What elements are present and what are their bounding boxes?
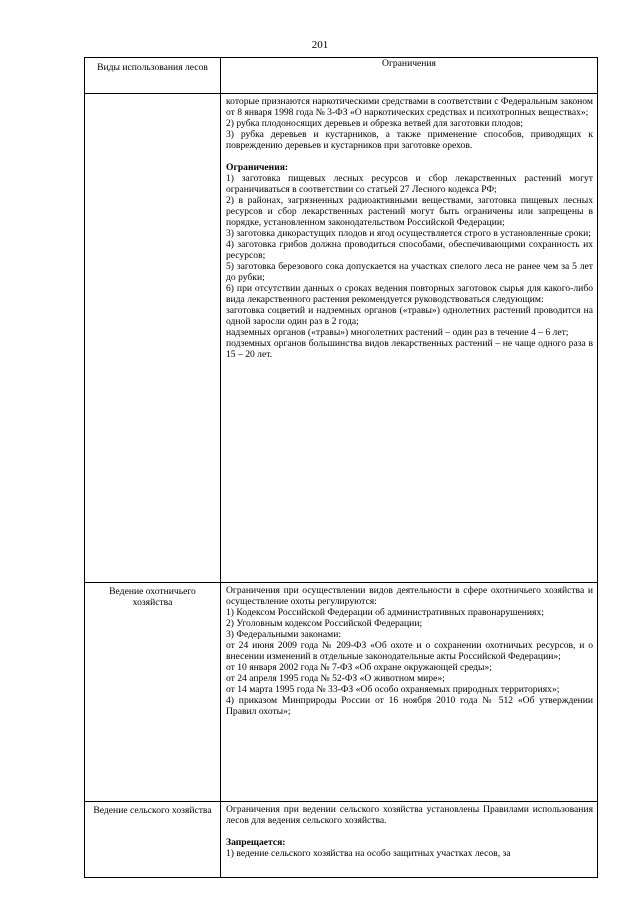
usage-type-cell: Ведение сельского хозяйства [85,802,221,878]
text-line: 3) Федеральными законами: [226,629,342,640]
text-line: которые признаются наркотическими средствами в соответствии с Федеральным законом от 8 января 1998 года № 3-ФЗ «О наркотических средствах и психотропных веществах»; [226,96,593,118]
table-row [85,583,598,802]
spacer [226,826,593,837]
text-line: 3) заготовка дикорастущих плодов и ягод осуществляется строго в установленные сроки; [226,228,591,239]
section-heading: Запрещается: [226,837,286,848]
text-line: 3) рубка деревьев и кустарников, а также применение способов, приводящих к повреждению деревьев и кустарников при заготовке орехов. [226,129,593,151]
text-line: Ограничения при осуществлении видов деятельности в сфере охотничьего хозяйства и осуществление охоты регулируются: [226,585,593,607]
restrictions-cell [221,802,598,878]
text-line: 4) заготовка грибов должна проводиться способами, обеспечивающими сохранность их ресурсов; [226,239,593,261]
text-line: 5) заготовка березового сока допускается на участках спелого леса не ранее чем за 5 лет до рубки; [226,261,593,283]
text-line: 4) приказом Минприроды России от 16 ноября 2010 года № 512 «Об утверждении Правил охоты»; [226,695,593,717]
header-restrictions: Ограничения [221,58,598,94]
text-line: 2) в районах, загрязненных радиоактивными веществами, заготовка пищевых лесных ресурсов и сбор лекарственных растений могут быть ограничены или запрещены в порядке, установленном законодательством Российской Федерации; [226,195,593,228]
text-line: 2) Уголовным кодексом Российской Федерации; [226,618,423,629]
restrictions-table [84,57,598,878]
text-line: 6) при отсутствии данных о сроках ведения повторных заготовок сырья для какого-либо вида лекарственного растения рекомендуется руководствоваться следующим: [226,283,593,305]
restrictions-cell [221,94,598,583]
usage-type-cell: Ведение охотничьего хозяйства [85,583,221,802]
text-line: 2) рубка плодоносящих деревьев и обрезка ветвей для заготовки плодов; [226,118,524,129]
usage-type-cell [85,94,221,583]
table-header-row [85,58,598,94]
text-line: от 14 марта 1995 года № 33-ФЗ «Об особо охраняемых природных территориях»; [226,684,560,695]
spacer [226,151,593,162]
text-line: от 10 января 2002 года № 7-ФЗ «Об охране окружающей среды»; [226,662,492,673]
restrictions-cell [221,583,598,802]
text-line: 1) ведение сельского хозяйства на особо защитных участках лесов, за [226,848,511,859]
table-row [85,802,598,878]
text-line: от 24 апреля 1995 года № 52-ФЗ «О животном мире»; [226,673,445,684]
text-line: подземных органов большинства видов лекарственных растений – не чаще одного раза в 15 – 20 лет. [226,338,593,360]
page-number: 201 [311,39,329,51]
text-line: 1) заготовка пищевых лесных ресурсов и сбор лекарственных растений могут ограничиваться в соответствии со статьей 27 Лесного кодекса РФ; [226,173,593,195]
text-line: надземных органов («травы») многолетних растений – один раз в течение 4 – 6 лет; [226,327,569,338]
section-heading: Ограничения: [226,162,289,173]
header-usage-types: Виды использования лесов [85,58,221,94]
text-line: заготовка соцветий и надземных органов («травы») однолетних растений проводится на одной заросли один раз в 2 года; [226,305,593,327]
text-line: Ограничения при ведении сельского хозяйства установлены Правилами использования лесов для ведения сельского хозяйства. [226,804,593,826]
table-row [85,94,598,583]
text-line: от 24 июня 2009 года № 209-ФЗ «Об охоте и о сохранении охотничьих ресурсов, и о внесении изменений в отдельные законодательные акты Российской Федерации»; [226,640,593,662]
text-line: 1) Кодексом Российской Федерации об административных правонарушениях; [226,607,544,618]
